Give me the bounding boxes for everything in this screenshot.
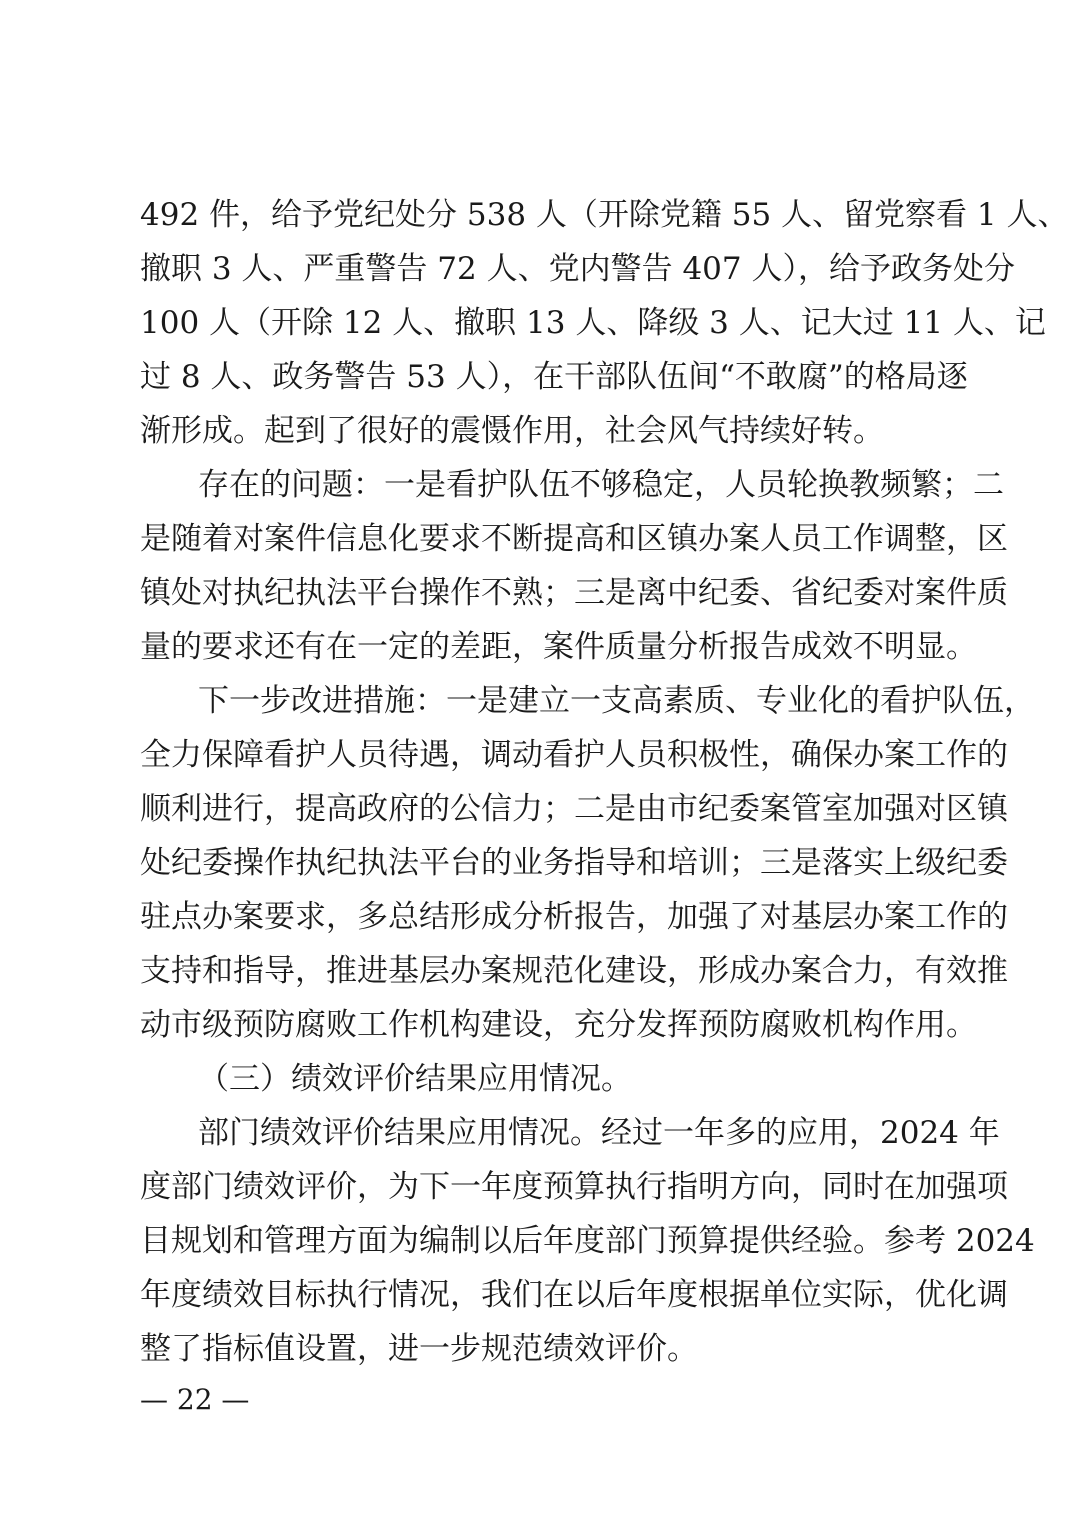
paragraph-line: 度部门绩效评价，为下一年度预算执行指明方向，同时在加强项 <box>140 1169 1008 1205</box>
paragraph-line: 过 8 人、政务警告 53 人），在干部队伍间“不敢腐”的格局逐 <box>140 359 968 395</box>
paragraph-line: 存在的问题：一是看护队伍不够稳定，人员轮换教频繁；二 <box>198 467 1004 503</box>
section-heading: （三）绩效评价结果应用情况。 <box>198 1061 632 1097</box>
paragraph-line: 是随着对案件信息化要求不断提高和区镇办案人员工作调整，区 <box>140 521 1008 557</box>
page-number: — 22 — <box>140 1383 250 1416</box>
paragraph-line: 全力保障看护人员待遇，调动看护人员积极性，确保办案工作的 <box>140 737 1008 773</box>
paragraph-line: 492 件，给予党纪处分 538 人（开除党籍 55 人、留党察看 1 人、 <box>140 197 1069 233</box>
paragraph-line: 动市级预防腐败工作机构建设，充分发挥预防腐败机构作用。 <box>140 1007 977 1043</box>
paragraph-line: 镇处对执纪执法平台操作不熟；三是离中纪委、省纪委对案件质 <box>140 575 1008 611</box>
document-body <box>140 188 1069 1376</box>
paragraph-line: 撤职 3 人、严重警告 72 人、党内警告 407 人），给予政务处分 <box>140 251 1015 287</box>
paragraph-line: 量的要求还有在一定的差距，案件质量分析报告成效不明显。 <box>140 629 977 665</box>
paragraph-line: 处纪委操作执纪执法平台的业务指导和培训；三是落实上级纪委 <box>140 845 1008 881</box>
paragraph-line: 部门绩效评价结果应用情况。经过一年多的应用，2024 年 <box>198 1115 1000 1151</box>
paragraph-line: 支持和指导，推进基层办案规范化建设，形成办案合力，有效推 <box>140 953 1008 989</box>
paragraph-line: 目规划和管理方面为编制以后年度部门预算提供经验。参考 2024 <box>140 1223 1035 1259</box>
paragraph-line: 100 人（开除 12 人、撤职 13 人、降级 3 人、记大过 11 人、记 <box>140 305 1046 341</box>
paragraph-line: 下一步改进措施：一是建立一支高素质、专业化的看护队伍， <box>198 683 1035 719</box>
paragraph-line: 整了指标值设置，进一步规范绩效评价。 <box>140 1331 698 1367</box>
paragraph-line: 年度绩效目标执行情况，我们在以后年度根据单位实际，优化调 <box>140 1277 1008 1313</box>
paragraph-line: 驻点办案要求，多总结形成分析报告，加强了对基层办案工作的 <box>140 899 1008 935</box>
paragraph-line: 顺利进行，提高政府的公信力；二是由市纪委案管室加强对区镇 <box>140 791 1008 827</box>
paragraph-line: 渐形成。起到了很好的震慑作用，社会风气持续好转。 <box>140 413 884 449</box>
